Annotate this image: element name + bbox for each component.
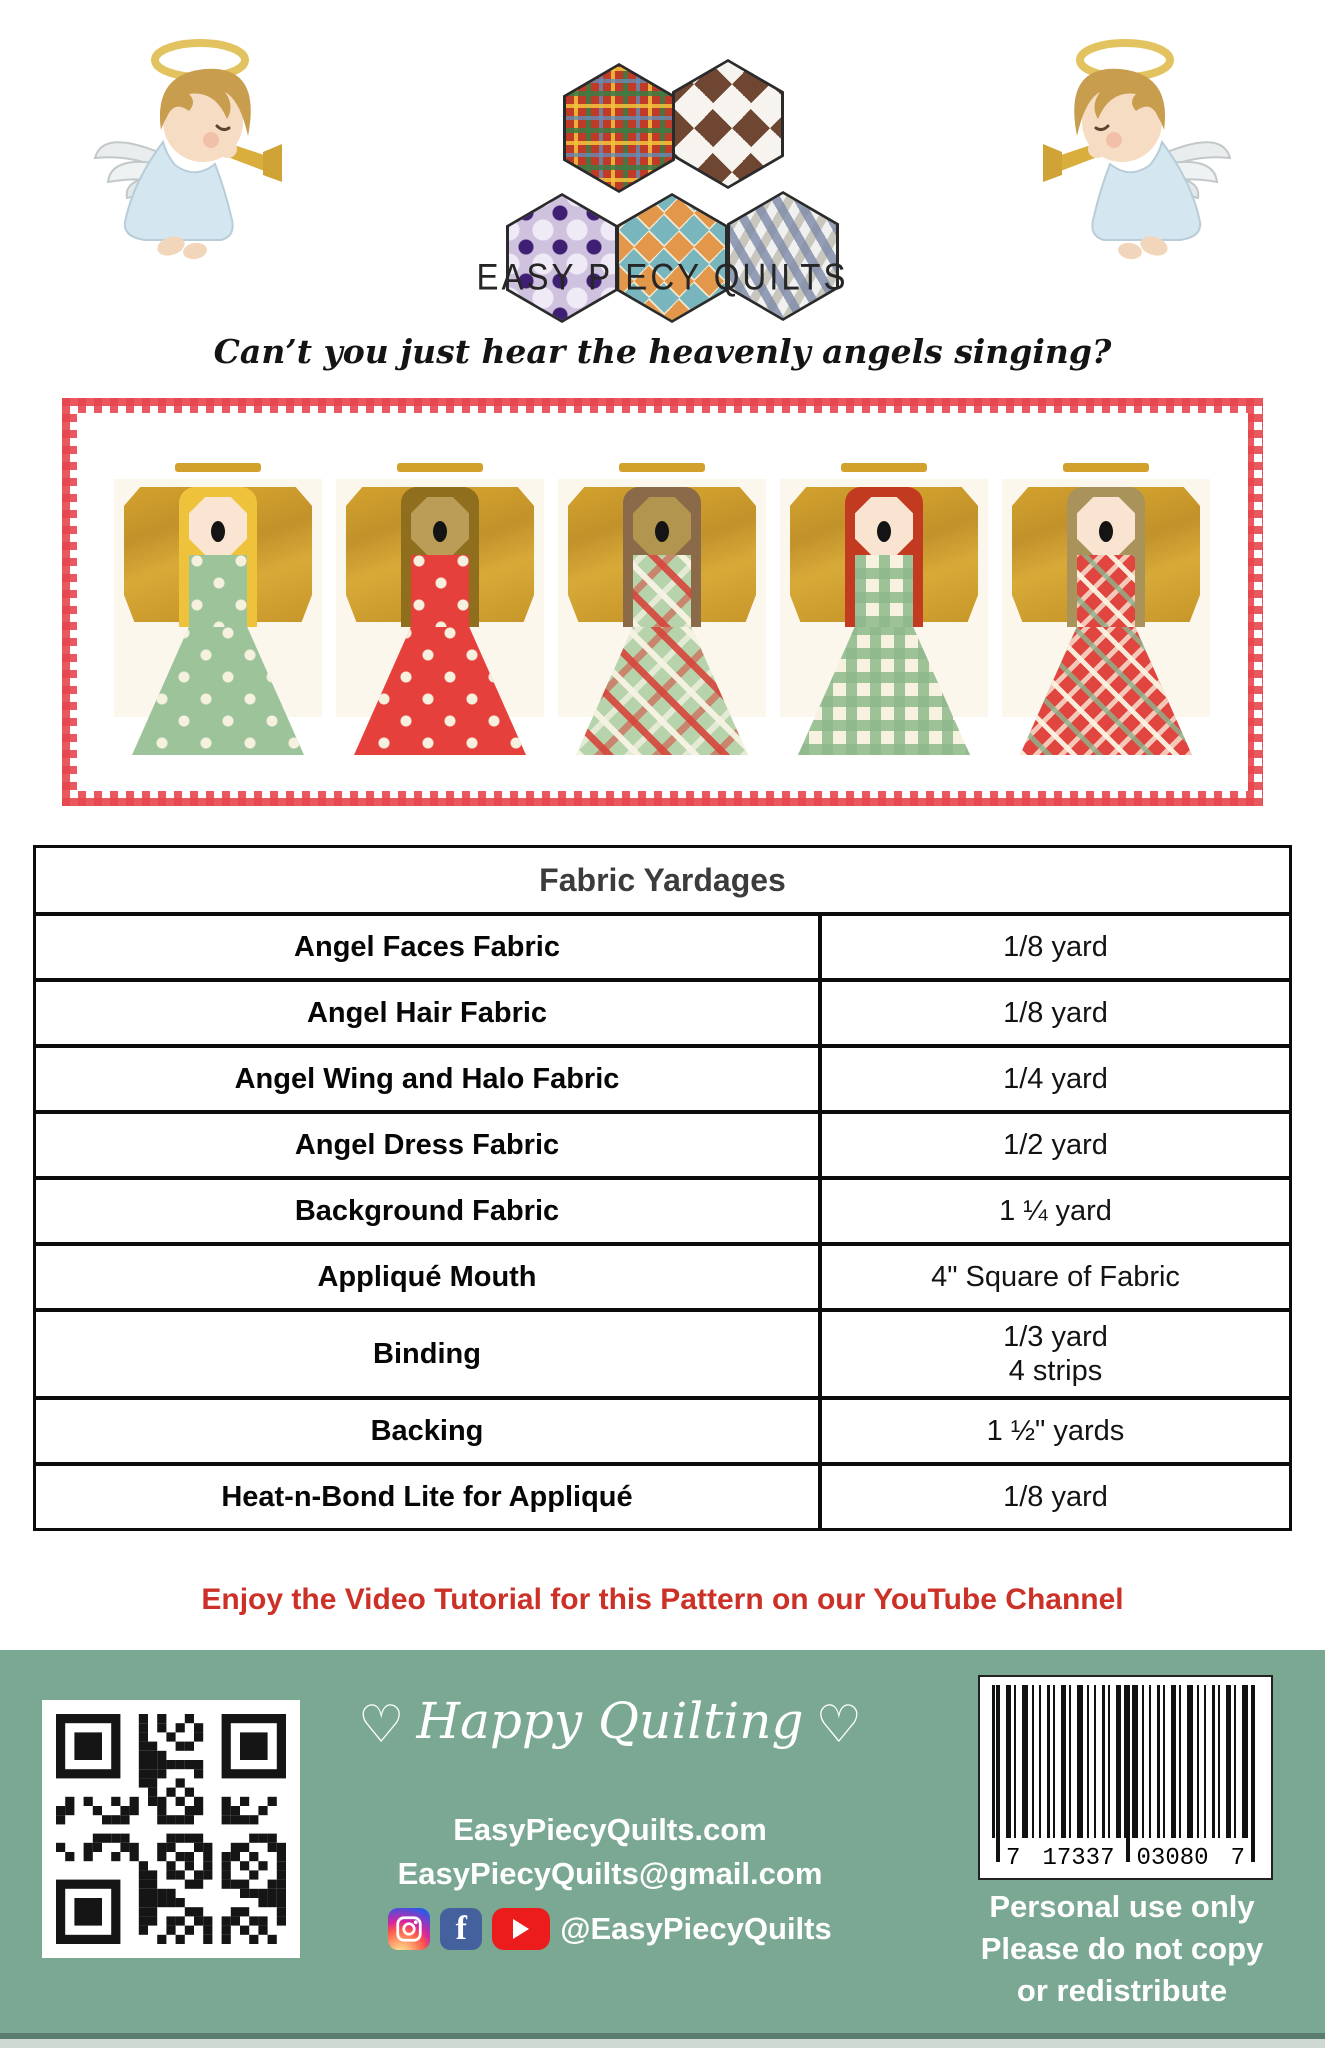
fabric-amount-value: 1/2 yard: [1003, 1128, 1108, 1161]
angel-mouth: [211, 521, 225, 542]
table-row: [36, 1110, 1289, 1176]
fabric-item-label: Angel Dress Fabric: [36, 1114, 822, 1176]
email-address: EasyPiecyQuilts@gmail.com: [397, 1856, 823, 1891]
qr-code: [42, 1700, 300, 1958]
angel-block-red-plaid-dress: [1011, 463, 1201, 755]
halo-bar: [619, 463, 705, 472]
angel-mouth: [1099, 521, 1113, 542]
angel-block-red-bells-dress: [345, 463, 535, 755]
youtube-icon: [492, 1908, 550, 1950]
usage-notice: [952, 1886, 1292, 2012]
fabric-amount-value: 1 ¼ yard: [999, 1194, 1112, 1227]
footer-edge-highlight: [0, 2039, 1325, 2048]
angel-mouth: [655, 521, 669, 542]
cherub-angel-illustration-left: [75, 30, 285, 265]
table-row: [36, 978, 1289, 1044]
cherub-angel-drawing: [75, 30, 285, 260]
angel-dress: [411, 555, 469, 627]
fabric-amount-value: 1/8 yard: [1003, 1481, 1108, 1514]
halo-bar: [841, 463, 927, 472]
plaid-fabric-swatch: [566, 66, 672, 190]
fabric-item-label: Background Fabric: [36, 1180, 822, 1242]
fabric-amount-value: 1/8 yard: [1003, 930, 1108, 963]
happy-quilting-text: Happy Quilting: [416, 1692, 804, 1750]
fabric-item-label: Heat-n-Bond Lite for Appliqué: [36, 1466, 822, 1528]
cherub-angel-drawing: [1040, 30, 1250, 260]
angel-quilt-panel: [62, 398, 1263, 806]
angel-dress: [633, 555, 691, 627]
instagram-icon: [388, 1908, 430, 1950]
heart-icon: ♡: [815, 1695, 863, 1755]
angel-block-mixed-plaid-dress: [567, 463, 757, 755]
angel-block-green-bells-dress: [123, 463, 313, 755]
barcode-digit-lead: 7: [1006, 1845, 1021, 1872]
barcode-digit-trail: 7: [1230, 1845, 1245, 1872]
logo-hexagon-plaid: [563, 63, 675, 193]
fabric-item-label: Angel Faces Fabric: [36, 916, 822, 978]
fabric-item-label: Backing: [36, 1400, 822, 1462]
fabric-amount-value: 4" Square of Fabric: [931, 1260, 1180, 1293]
barcode-guard-bar: [996, 1685, 1000, 1862]
cherub-angel-illustration-right: [1040, 30, 1250, 265]
fabric-item-label: Appliqué Mouth: [36, 1246, 822, 1308]
argyle-fabric-swatch: [675, 62, 781, 186]
table-row: [36, 1044, 1289, 1110]
play-icon: [513, 1919, 529, 1939]
youtube-tutorial-note: Enjoy the Video Tutorial for this Pattern on our YouTube Channel: [201, 1583, 1124, 1616]
table-title: Fabric Yardages: [36, 848, 1289, 916]
halo-bar: [397, 463, 483, 472]
social-row: [300, 1908, 920, 1950]
table-row: [36, 1396, 1289, 1462]
usage-line: Please do not copy: [980, 1931, 1264, 1966]
logo-text: EASY PIECY QUILTS: [476, 255, 849, 298]
fabric-item-label: Binding: [36, 1312, 822, 1396]
table-row: [36, 1176, 1289, 1242]
fabric-item-label: Angel Wing and Halo Fabric: [36, 1048, 822, 1110]
barcode-digit-left: 17337: [1042, 1845, 1115, 1872]
halo-bar: [175, 463, 261, 472]
table-rows: [36, 916, 1289, 1528]
angel-dress: [189, 555, 247, 627]
footer: [0, 1650, 1325, 2048]
happy-quilting-script: [300, 1692, 920, 1755]
angel-quilt-panel-inner: [77, 413, 1248, 791]
website-url: EasyPiecyQuilts.com: [453, 1812, 767, 1847]
angel-mouth: [877, 521, 891, 542]
social-handle: @EasyPiecyQuilts: [560, 1911, 832, 1946]
barcode-guard-bar: [1251, 1685, 1255, 1862]
heart-icon: ♡: [357, 1695, 405, 1755]
tagline: Can’t you just hear the heavenly angels singing?: [213, 332, 1112, 371]
angel-mouth: [433, 521, 447, 542]
barcode-digits: [1006, 1845, 1245, 1872]
barcode-guard-bar: [1126, 1685, 1130, 1862]
facebook-icon: f: [440, 1908, 482, 1950]
fabric-amount-value: 1/3 yard 4 strips: [1003, 1321, 1108, 1388]
barcode-digit-right: 03080: [1136, 1845, 1209, 1872]
fabric-amount-value: 1 ½" yards: [986, 1415, 1125, 1448]
table-row: [36, 1242, 1289, 1308]
upc-barcode: [978, 1675, 1273, 1880]
usage-line: or redistribute: [1016, 1973, 1228, 2008]
angel-dress: [855, 555, 913, 627]
fabric-amount-value: 1/4 yard: [1003, 1062, 1108, 1095]
usage-line: Personal use only: [989, 1889, 1255, 1924]
table-row: [36, 1308, 1289, 1396]
logo-hexagon-argyle: [672, 59, 784, 189]
table-row: [36, 1462, 1289, 1528]
halo-bar: [1063, 463, 1149, 472]
angel-dress: [1077, 555, 1135, 627]
fabric-amount-value: 1/8 yard: [1003, 996, 1108, 1029]
fabric-yardages-table: [33, 845, 1292, 1531]
table-row: [36, 916, 1289, 978]
fabric-item-label: Angel Hair Fabric: [36, 982, 822, 1044]
angel-block-green-gingham-dress: [789, 463, 979, 755]
